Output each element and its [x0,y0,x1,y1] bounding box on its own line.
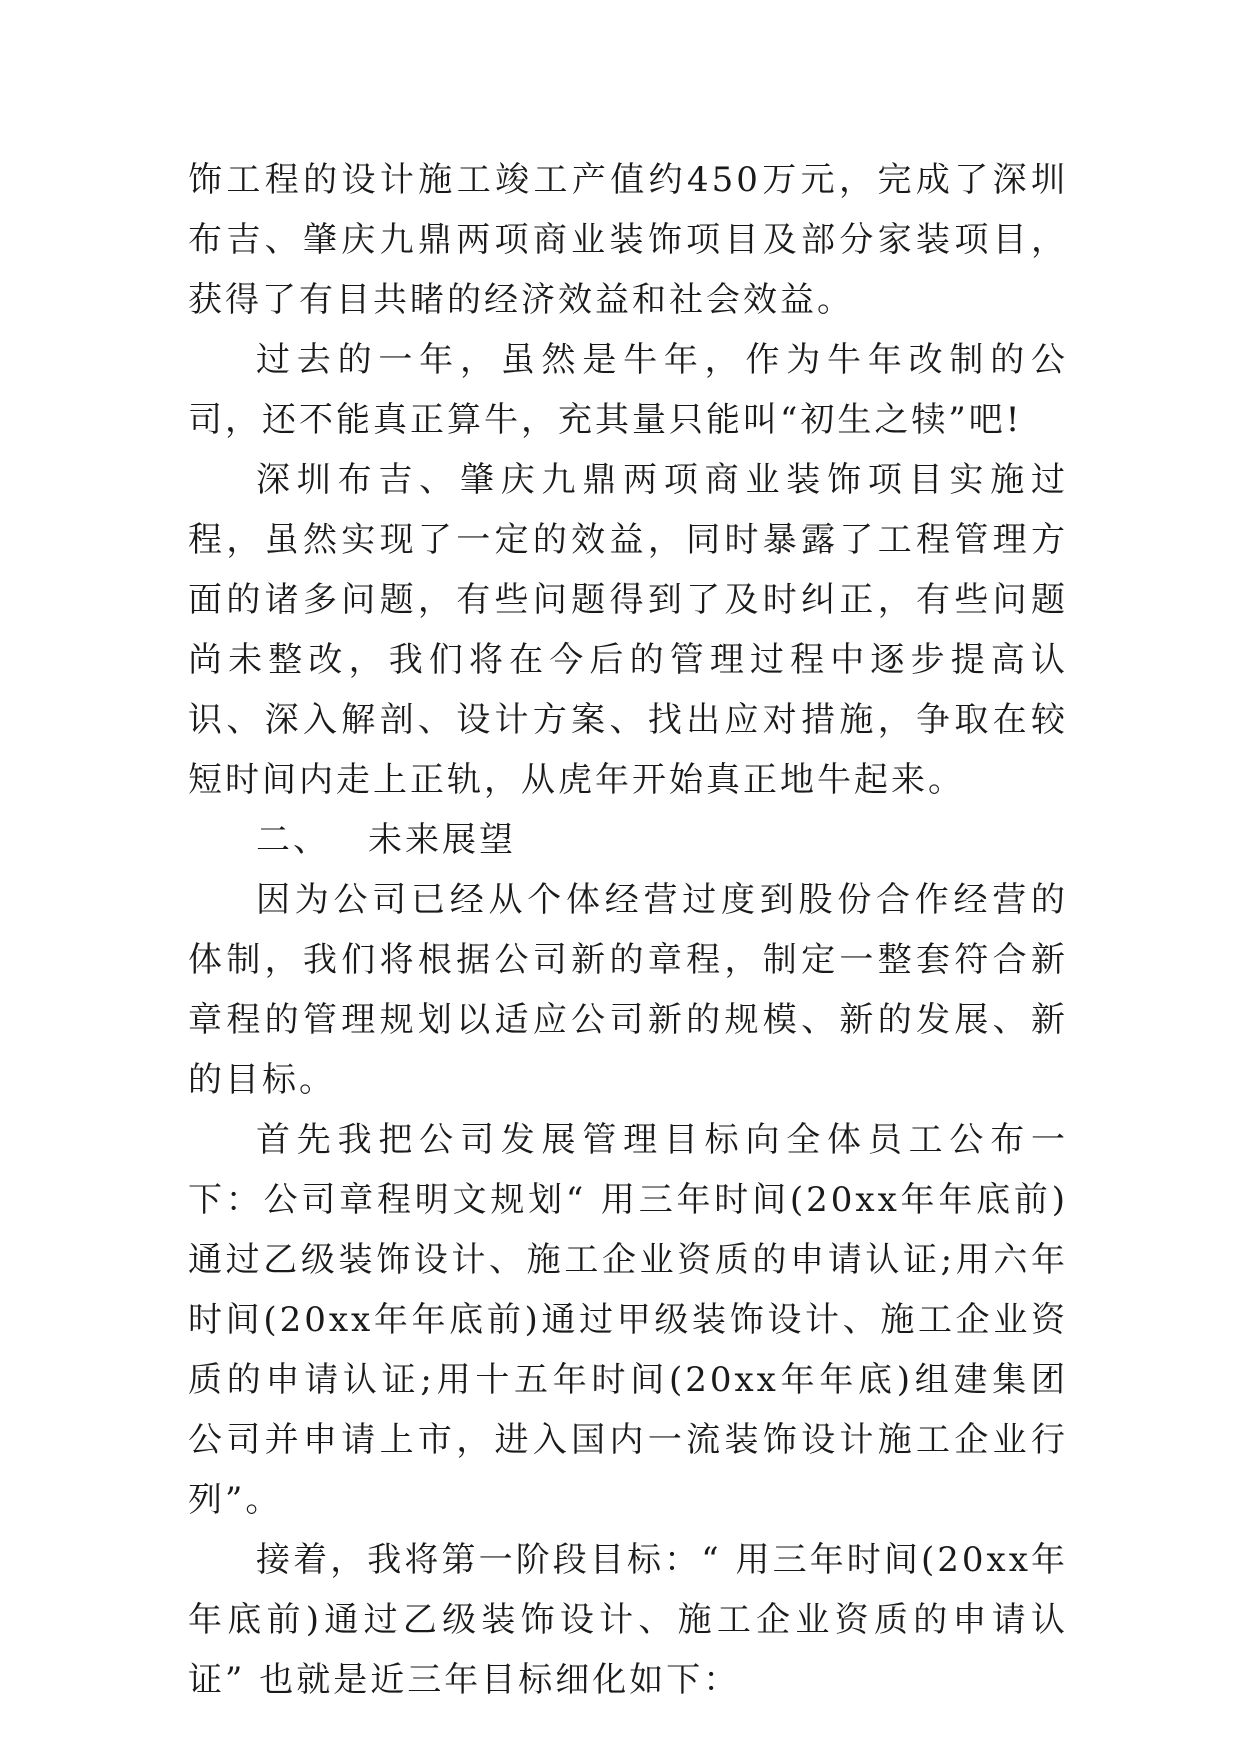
section-number: 二、 [256,820,330,860]
paragraph-company-structure: 因为公司已经从个体经营过度到股份合作经营的体制，我们将根据公司新的章程，制定一整套符合新章程的管理规划以适应公司新的规模、新的发展、新的目标。 [188,880,1068,1100]
paragraph-development-goals: 首先我把公司发展管理目标向全体员工公布一下：公司章程明文规划“ 用三年时间(20xx年年底前)通过乙级装饰设计、施工企业资质的申请认证;用六年时间(20xx年年底前)通过甲级装饰设计、施工企业资质的申请认证;用十五年时间(20xx年年底)组建集团公司并申请上市，进入国内一流装饰设计施工企业行列”。 [188,1120,1068,1520]
paragraph-project-problems: 深圳布吉、肇庆九鼎两项商业装饰项目实施过程，虽然实现了一定的效益，同时暴露了工程管理方面的诸多问题，有些问题得到了及时纠正，有些问题尚未整改，我们将在今后的管理过程中逐步提高认识、深入解剖、设计方案、找出应对措施，争取在较短时间内走上正轨，从虎年开始真正地牛起来。 [188,460,1068,800]
section-heading [188,810,1068,870]
paragraph-project-output: 饰工程的设计施工竣工产值约450万元，完成了深圳布吉、肇庆九鼎两项商业装饰项目及部分家装项目，获得了有目共睹的经济效益和社会效益。 [188,160,1068,320]
paragraph-past-year: 过去的一年，虽然是牛年，作为牛年改制的公司，还不能真正算牛，充其量只能叫“初生之犊”吧! [188,340,1068,440]
document-body [188,150,1068,1710]
section-title: 未来展望 [368,820,516,860]
paragraph-first-stage-goal: 接着，我将第一阶段目标：“ 用三年时间(20xx年年底前)通过乙级装饰设计、施工企业资质的申请认证” 也就是近三年目标细化如下： [188,1540,1068,1700]
